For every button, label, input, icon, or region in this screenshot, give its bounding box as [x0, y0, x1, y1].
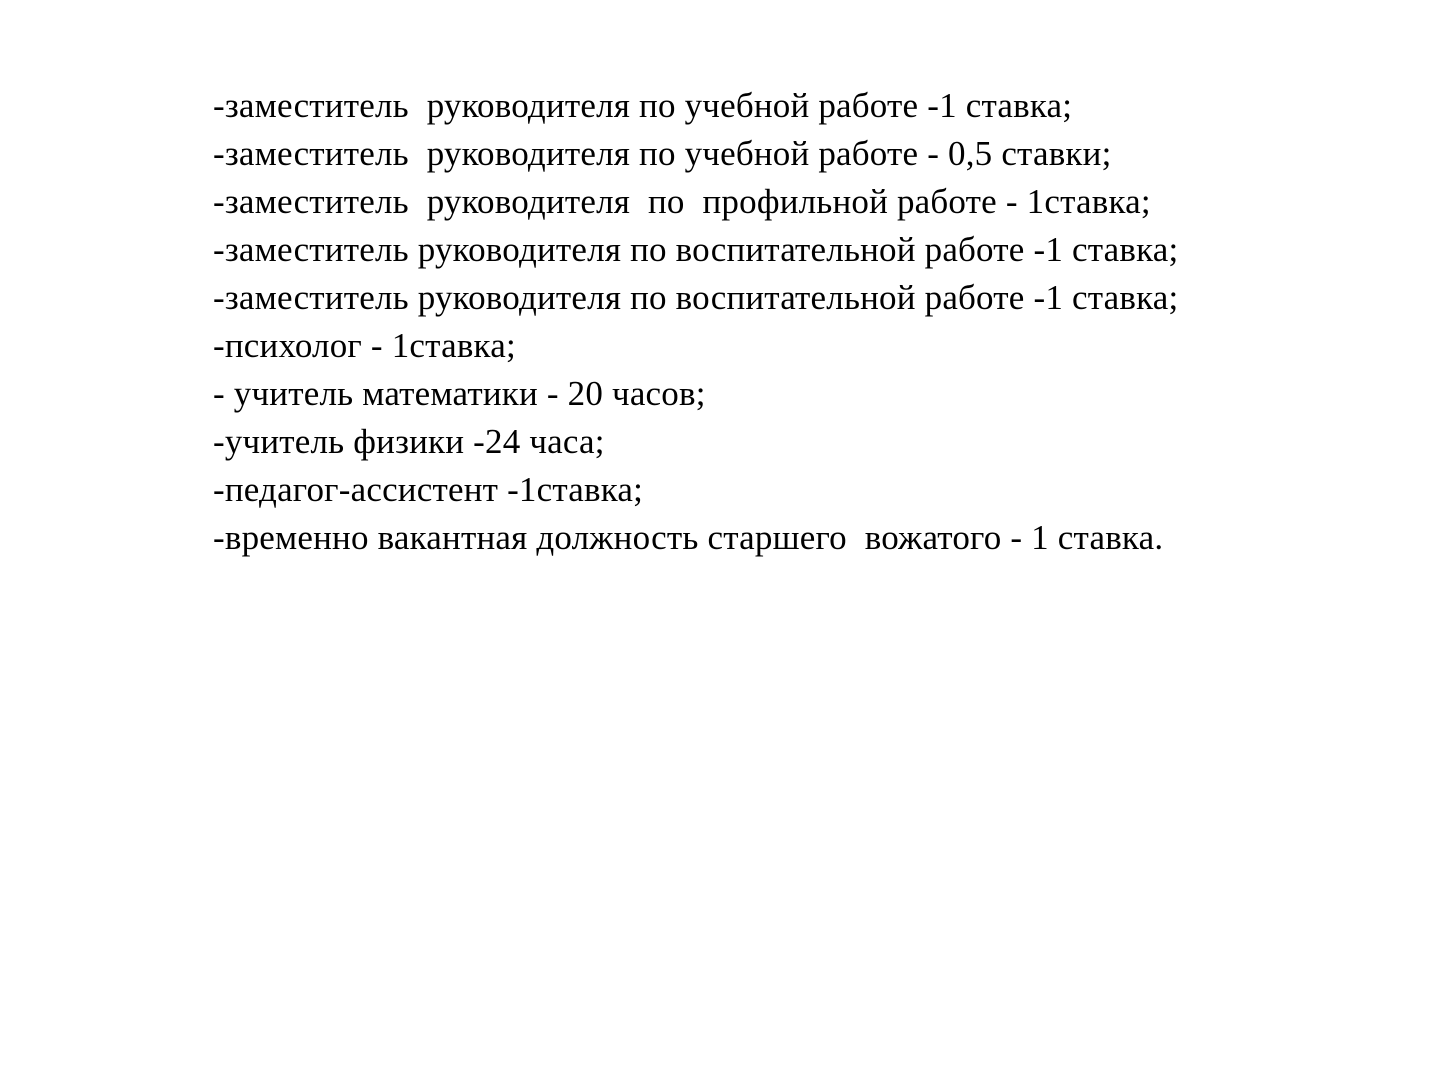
- vacancy-line-deputy-academic-1: -заместитель руководителя по учебной работе -1 ставка;: [213, 86, 1073, 125]
- vacancy-line-deputy-academic-05: -заместитель руководителя по учебной работе - 0,5 ставки;: [213, 134, 1112, 173]
- vacancy-line-physics-teacher: -учитель физики -24 часа;: [213, 422, 605, 461]
- vacancy-line-deputy-profile: -заместитель руководителя по профильной работе - 1ставка;: [213, 182, 1151, 221]
- vacancy-line-math-teacher: - учитель математики - 20 часов;: [213, 374, 706, 413]
- vacancy-line-senior-counselor: -временно вакантная должность старшего вожатого - 1 ставка.: [213, 518, 1164, 557]
- vacancy-line-assistant-pedagogue: -педагог-ассистент -1ставка;: [213, 470, 644, 509]
- vacancy-line-deputy-educational-2: -заместитель руководителя по воспитательной работе -1 ставка;: [213, 278, 1179, 317]
- vacancy-line-psychologist: -психолог - 1ставка;: [213, 326, 516, 365]
- vacancy-line-deputy-educational-1: -заместитель руководителя по воспитательной работе -1 ставка;: [213, 230, 1179, 269]
- vacancy-list: [213, 82, 1343, 562]
